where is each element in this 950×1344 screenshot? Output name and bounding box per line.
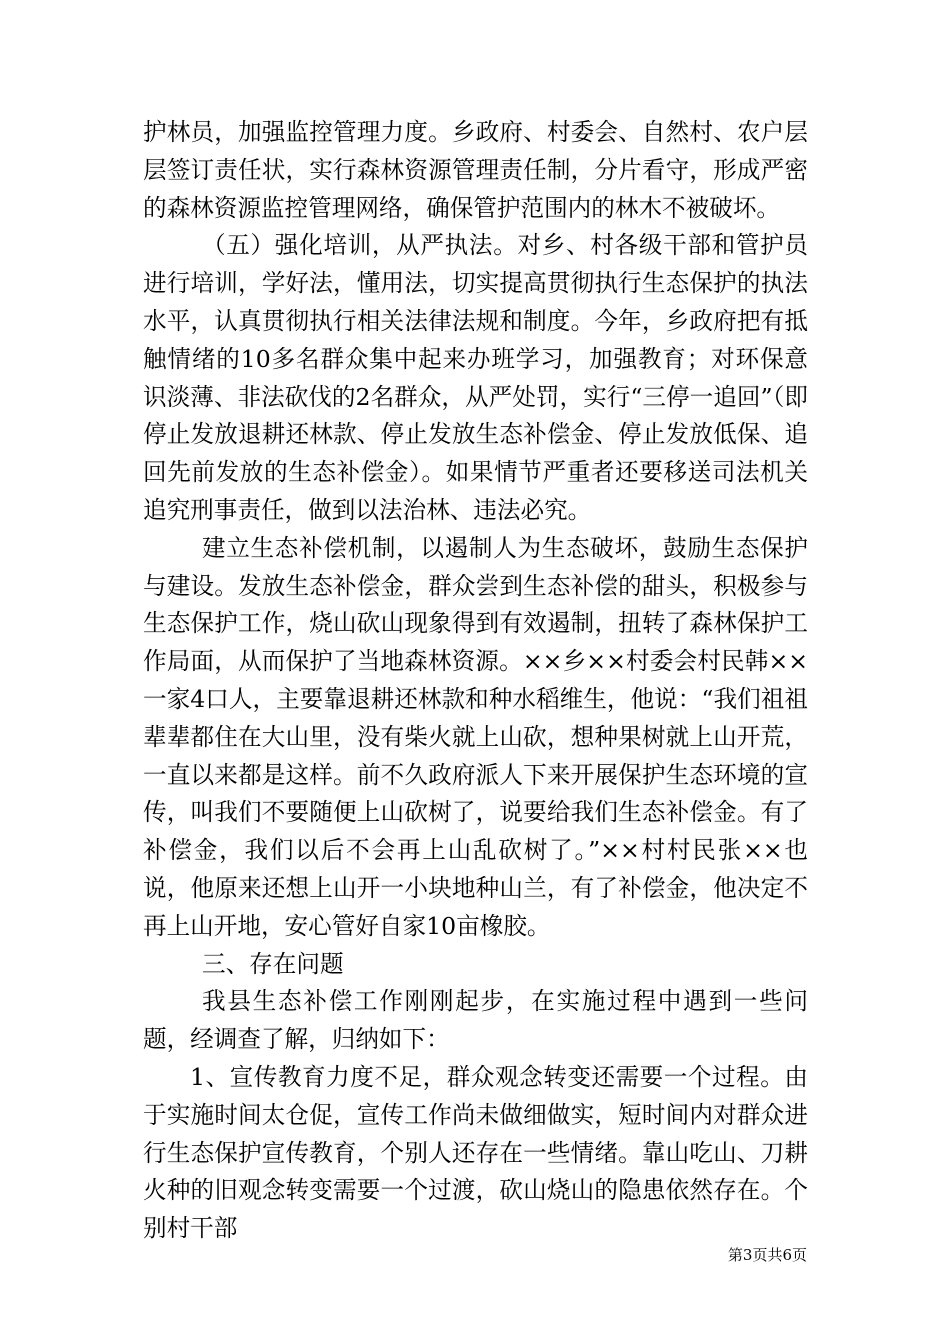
paragraph-problem-one: 1、宣传教育力度不足，群众观念转变还需要一个过程。由于实施时间太仓促，宣传工作尚未做细做实，短时间内对群众进行生态保护宣传教育，个别人还存在一些情绪。靠山吃山、刀耕火种的旧观念转变需要一个过渡，砍山烧山的隐患依然存在。个别村干部 — [143, 1062, 808, 1243]
paragraph-problems-intro: 我县生态补偿工作刚刚起步，在实施过程中遇到一些问题，经调查了解，归纳如下： — [143, 987, 808, 1054]
page-number: 第3页共6页 — [727, 1246, 807, 1264]
document-body — [143, 114, 808, 1248]
paragraph-continuation: 护林员，加强监控管理力度。乡政府、村委会、自然村、农户层层签订责任状，实行森林资源管理责任制，分片看守，形成严密的森林资源监控管理网络，确保管护范围内的林木不被破坏。 — [143, 118, 808, 222]
paragraph-section-five: （五）强化培训，从严执法。对乡、村各级干部和管护员进行培训，学好法，懂用法，切实提高贯彻执行生态保护的执法水平，认真贯彻执行相关法律法规和制度。今年，乡政府把有抵触情绪的10多名群众集中起来办班学习，加强教育；对环保意识淡薄、非法砍伐的2名群众，从严处罚，实行“三停一追回”（即停止发放退耕还林款、停止发放生态补偿金、停止发放低保、追回先前发放的生态补偿金）。如果情节严重者还要移送司法机关追究刑事责任，做到以法治林、违法必究。 — [143, 231, 808, 524]
paragraph-compensation-mechanism: 建立生态补偿机制，以遏制人为生态破坏，鼓励生态保护与建设。发放生态补偿金，群众尝到生态补偿的甜头，积极参与生态保护工作，烧山砍山现象得到有效遏制，扭转了森林保护工作局面，从而保护了当地森林资源。××乡××村委会村民韩××一家4口人，主要靠退耕还林款和种水稻维生，他说：“我们祖祖辈辈都住在大山里，没有柴火就上山砍，想种果树就上山开荒，一直以来都是这样。前不久政府派人下来开展保护生态环境的宣传，叫我们不要随便上山砍树了，说要给我们生态补偿金。有了补偿金，我们以后不会再上山乱砍树了。”××村村民张××也说，他原来还想上山开一小块地种山兰，有了补偿金，他决定不再上山开地，安心管好自家10亩橡胶。 — [143, 533, 808, 940]
heading-existing-problems: 三、存在问题 — [202, 949, 344, 978]
